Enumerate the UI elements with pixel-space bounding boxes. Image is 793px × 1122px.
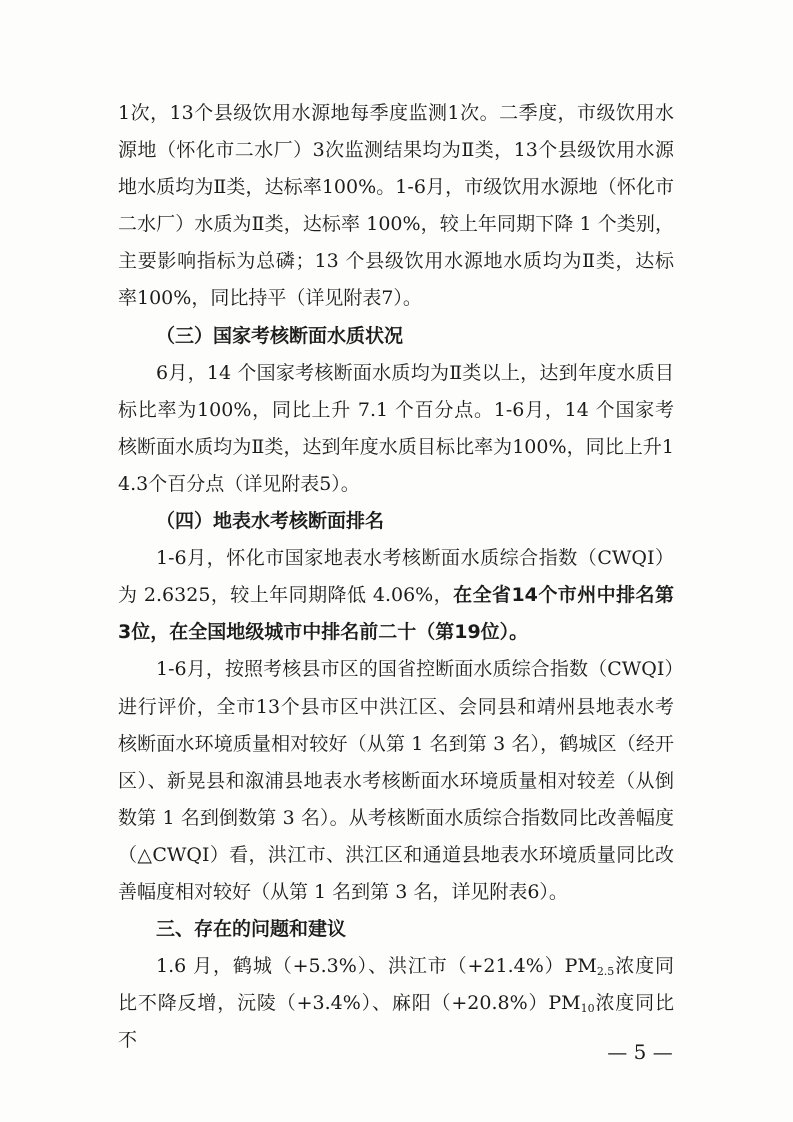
paragraph-national-sections: 6月，14 个国家考核断面水质均为Ⅱ类以上，达到年度水质目标比率为100%，同比上升 7.1 个百分点。1-6月，14 个国家考核断面水质均为Ⅱ类，达到年度水质目标比率为100%，同比上升14.3个百分点（详见附表5）。 [118, 361, 674, 495]
problems-text-c: 浓度同比不 [118, 992, 674, 1052]
problems-text-b: 浓度同比不降反增，沅陵（+3.4%）、麻阳（+20.8%）PM [118, 955, 674, 1015]
document-body [118, 95, 674, 1059]
pm25-subscript: 2.5 [596, 965, 615, 979]
heading-ranking: （四）地表水考核断面排名 [156, 510, 385, 533]
heading-problems-suggestions: 三、存在的问题和建议 [156, 918, 347, 941]
paragraph-drinking-water: 1次，13个县级饮用水源地每季度监测1次。二季度，市级饮用水源地（怀化市二水厂）3次监测结果均为Ⅱ类，13个县级饮用水源地水质均为Ⅱ类，达标率100%。1-6月，市级饮用水源地（怀化市二水厂）水质为Ⅱ类，达标率 100%，较上年同期下降 1 个类别，主要影响指标为总磷；13 个县级饮用水源地水质均为Ⅱ类，达标率100%，同比持平（详见附表7）。 [118, 102, 674, 310]
heading-national-sections: （三）国家考核断面水质状况 [156, 324, 404, 347]
paragraph-ranking [118, 540, 674, 651]
page-number: — 5 — [607, 1040, 673, 1064]
ranking-text: 1-6月，怀化市国家地表水考核断面水质综合指数（CWQI）为 2.6325，较上年同期降低 4.06%， [118, 547, 674, 607]
pm10-subscript: 10 [580, 1002, 595, 1016]
ranking-bold-text: 在全省14个市州中排名第3位，在全国地级城市中排名前二十（第19位）。 [118, 584, 674, 644]
problems-text-a: 1.6 月，鹤城（+5.3%）、洪江市（+21.4%）PM [156, 955, 597, 978]
paragraph-county-evaluation: 1-6月，按照考核县市区的国省控断面水质综合指数（CWQI）进行评价，全市13个县市区中洪江区、会同县和靖州县地表水考核断面水环境质量相对较好（从第 1 名到第 3 名），鹤城区（经开区）、新晃县和溆浦县地表水考核断面水环境质量相对较差（从倒数第 1 名到倒数第 3 名）。从考核断面水质综合指数同比改善幅度（△CWQI）看，洪江市、洪江区和通道县地表水环境质量同比改善幅度相对较好（从第 1 名到第 3 名，详见附表6）。 [118, 658, 674, 903]
